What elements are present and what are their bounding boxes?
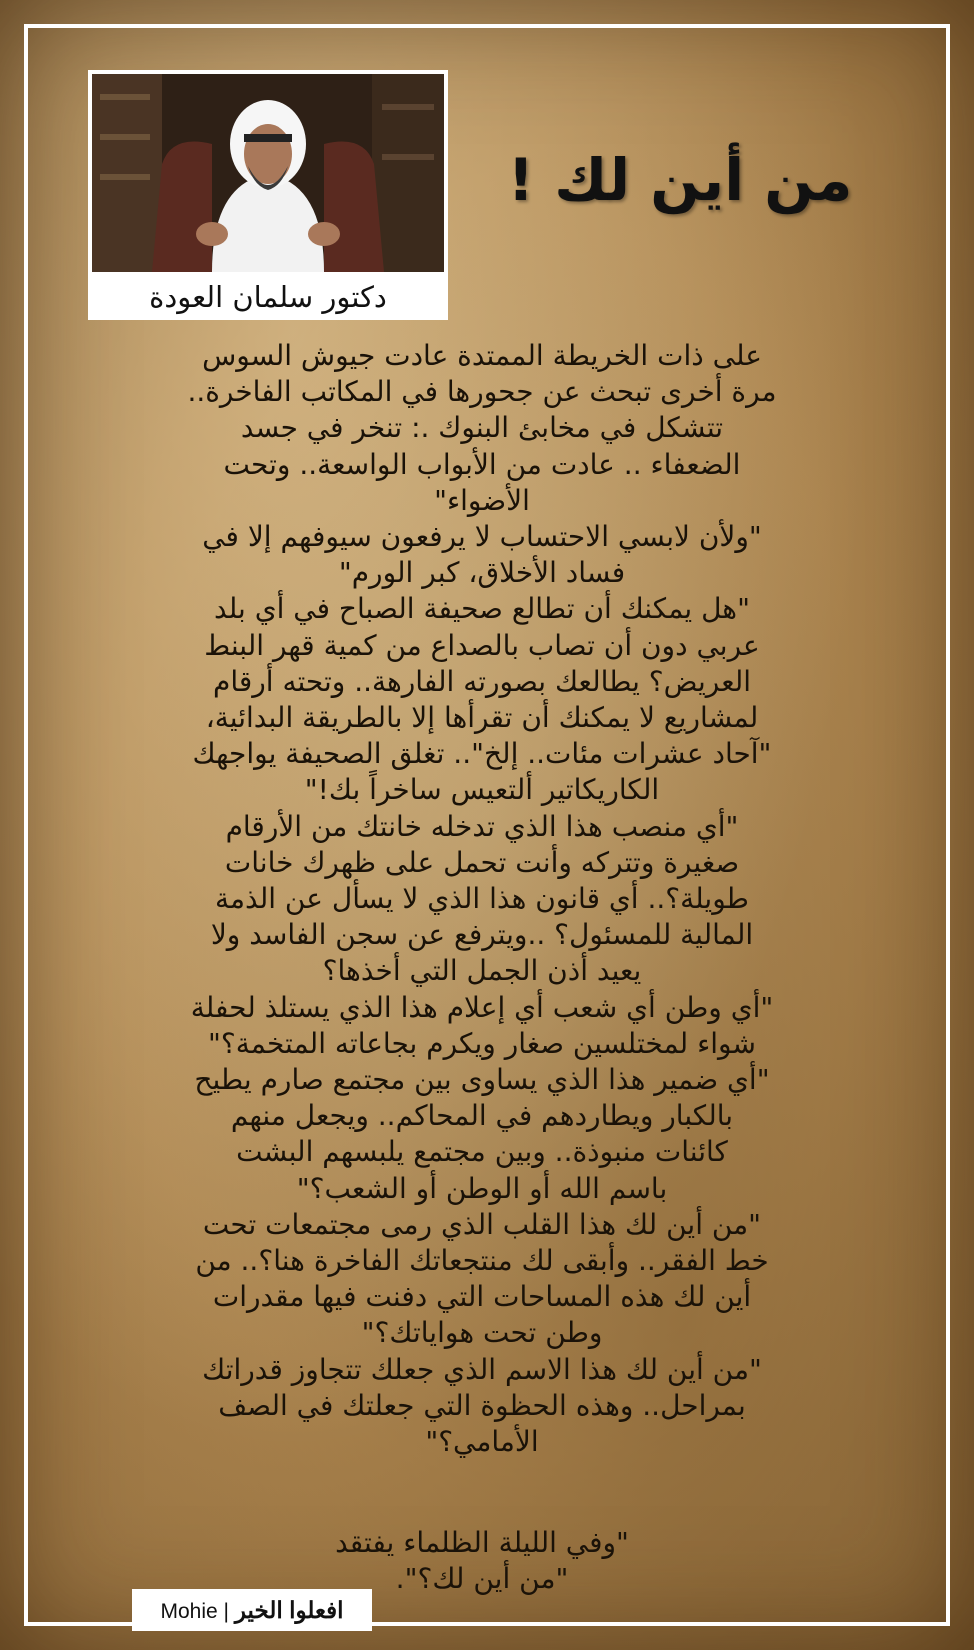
body-line: "من أين لك هذا القلب الذي رمى مجتمعات تحت (202, 1207, 762, 1241)
body-line: باسم الله أو الوطن أو الشعب؟" (296, 1171, 668, 1205)
body-text (82, 338, 882, 1460)
signature-badge (132, 1589, 372, 1631)
body-line: عربي دون أن تصاب بالصداع من كمية قهر البنط (204, 628, 760, 662)
body-line: على ذات الخريطة الممتدة عادت جيوش السوس (202, 339, 762, 372)
body-line: الكاريكاتير ألتعيس ساخراً بك!" (304, 773, 660, 807)
body-line: كائنات منبوذة.. وبين مجتمع يلبسهم البشت (236, 1135, 728, 1169)
body-line: المالية للمسئول؟ ..ويترفع عن سجن الفاسد ولا (210, 918, 754, 952)
body-line: وطن تحت هواياتك؟" (361, 1316, 603, 1350)
body-line: خط الفقر.. وأبقى لك منتجعاتك الفاخرة هنا؟.. من (195, 1244, 769, 1278)
body-line: لمشاريع لا يمكنك أن تقرأها إلا بالطريقة البدائية، (205, 701, 759, 735)
body-line: "آحاد عشرات مئات.. إلخ".. تغلق الصحيفة يواجهك (192, 737, 772, 771)
portrait-illustration (92, 74, 444, 272)
badge-latin: Mohie | (160, 1600, 229, 1623)
closing-line: "وفي الليلة الظلماء يفتقد (335, 1526, 629, 1559)
closing-quote (232, 1525, 732, 1597)
body-line: "أي منصب هذا الذي تدخله خانتك من الأرقام (225, 809, 739, 843)
body-line: بالكبار ويطاردهم في المحاكم.. ويجعل منهم (230, 1099, 734, 1133)
body-line: الأضواء" (434, 483, 530, 517)
body-line: الضعفاء .. عادت من الأبواب الواسعة.. وتحت (223, 447, 741, 481)
body-line: "هل يمكنك أن تطالع صحيفة الصباح في أي بلد (214, 592, 750, 626)
body-line: مرة أخرى تبحث عن جحورها في المكاتب الفاخرة.. (187, 375, 777, 409)
portrait-card (88, 70, 448, 320)
body-line: "ولأن لابسي الاحتساب لا يرفعون سيوفهم إلا في (202, 520, 762, 554)
body-line: صغيرة وتتركه وأنت تحمل على ظهرك خانات (224, 845, 740, 879)
body-line: أين لك هذه المساحات التي دفنت فيها مقدرات (212, 1280, 752, 1314)
body-line: طويلة؟.. أي قانون هذا الذي لا يسأل عن الذمة (215, 882, 749, 916)
body-line: فساد الأخلاق، كبر الورم" (338, 556, 626, 590)
body-line: شواء لمختلسين صغار ويكرم بجاعاته المتخمة؟" (208, 1026, 756, 1060)
badge-arabic: افعلوا الخير (234, 1597, 344, 1623)
page-title: من أين لك ! (507, 146, 853, 214)
body-line: العريض؟ يطالعك بصورته الفارهة.. وتحته أرقام (212, 664, 752, 698)
body-line: بمراحل.. وهذه الحظوة التي جعلتك في الصف (218, 1388, 746, 1422)
body-line: تتشكل في مخابئ البنوك .: تنخر في جسد (240, 411, 724, 445)
closing-line: "من أين لك؟". (395, 1562, 569, 1595)
body-line: "أي ضمير هذا الذي يساوى بين مجتمع صارم يطيح (194, 1063, 770, 1097)
body-line: "من أين لك هذا الاسم الذي جعلك تتجاوز قدراتك (202, 1352, 762, 1386)
photo-caption: دكتور سلمان العودة (149, 280, 387, 314)
body-line: يعيد أذن الجمل التي أخذها؟ (322, 954, 642, 988)
body-line: الأمامي؟" (425, 1425, 539, 1459)
body-line: "أي وطن أي شعب أي إعلام هذا الذي يستلذ لحفلة (190, 990, 774, 1024)
portrait-photo (92, 74, 444, 272)
